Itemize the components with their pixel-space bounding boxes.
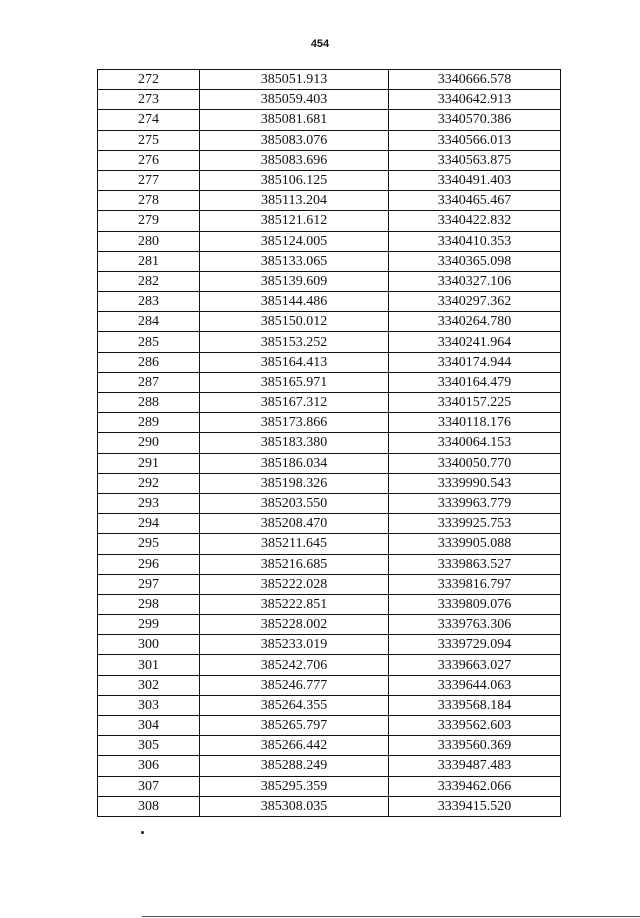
x-coordinate-cell: 385265.797 bbox=[200, 716, 389, 736]
x-coordinate-cell: 385198.326 bbox=[200, 473, 389, 493]
point-number-cell: 293 bbox=[98, 493, 200, 513]
x-coordinate-cell: 385167.312 bbox=[200, 393, 389, 413]
table-row bbox=[98, 170, 561, 190]
table-row bbox=[98, 150, 561, 170]
point-number-cell: 302 bbox=[98, 675, 200, 695]
table-row bbox=[98, 312, 561, 332]
x-coordinate-cell: 385211.645 bbox=[200, 534, 389, 554]
y-coordinate-cell: 3339809.076 bbox=[389, 594, 561, 614]
point-number-cell: 282 bbox=[98, 271, 200, 291]
y-coordinate-cell: 3340642.913 bbox=[389, 90, 561, 110]
point-number-cell: 297 bbox=[98, 574, 200, 594]
y-coordinate-cell: 3340422.832 bbox=[389, 211, 561, 231]
table-row bbox=[98, 574, 561, 594]
table-row bbox=[98, 352, 561, 372]
coordinate-table-body bbox=[98, 70, 561, 817]
y-coordinate-cell: 3340566.013 bbox=[389, 130, 561, 150]
table-row bbox=[98, 433, 561, 453]
x-coordinate-cell: 385133.065 bbox=[200, 251, 389, 271]
y-coordinate-cell: 3339487.483 bbox=[389, 756, 561, 776]
x-coordinate-cell: 385139.609 bbox=[200, 271, 389, 291]
y-coordinate-cell: 3340050.770 bbox=[389, 453, 561, 473]
y-coordinate-cell: 3339863.527 bbox=[389, 554, 561, 574]
x-coordinate-cell: 385242.706 bbox=[200, 655, 389, 675]
point-number-cell: 301 bbox=[98, 655, 200, 675]
x-coordinate-cell: 385144.486 bbox=[200, 292, 389, 312]
point-number-cell: 295 bbox=[98, 534, 200, 554]
x-coordinate-cell: 385246.777 bbox=[200, 675, 389, 695]
x-coordinate-cell: 385203.550 bbox=[200, 493, 389, 513]
point-number-cell: 298 bbox=[98, 594, 200, 614]
point-number-cell: 300 bbox=[98, 635, 200, 655]
x-coordinate-cell: 385113.204 bbox=[200, 191, 389, 211]
table-row bbox=[98, 130, 561, 150]
y-coordinate-cell: 3340491.403 bbox=[389, 170, 561, 190]
y-coordinate-cell: 3340174.944 bbox=[389, 352, 561, 372]
y-coordinate-cell: 3339925.753 bbox=[389, 514, 561, 534]
point-number-cell: 308 bbox=[98, 796, 200, 816]
point-number-cell: 289 bbox=[98, 413, 200, 433]
y-coordinate-cell: 3339729.094 bbox=[389, 635, 561, 655]
table-row bbox=[98, 675, 561, 695]
point-number-cell: 275 bbox=[98, 130, 200, 150]
point-number-cell: 303 bbox=[98, 695, 200, 715]
point-number-cell: 304 bbox=[98, 716, 200, 736]
x-coordinate-cell: 385106.125 bbox=[200, 170, 389, 190]
point-number-cell: 283 bbox=[98, 292, 200, 312]
y-coordinate-cell: 3340365.098 bbox=[389, 251, 561, 271]
point-number-cell: 285 bbox=[98, 332, 200, 352]
table-row bbox=[98, 70, 561, 90]
point-number-cell: 272 bbox=[98, 70, 200, 90]
table-row bbox=[98, 90, 561, 110]
table-row bbox=[98, 292, 561, 312]
point-number-cell: 284 bbox=[98, 312, 200, 332]
point-number-cell: 287 bbox=[98, 372, 200, 392]
y-coordinate-cell: 3339560.369 bbox=[389, 736, 561, 756]
table-row bbox=[98, 655, 561, 675]
point-number-cell: 279 bbox=[98, 211, 200, 231]
point-number-cell: 292 bbox=[98, 473, 200, 493]
x-coordinate-cell: 385186.034 bbox=[200, 453, 389, 473]
point-number-cell: 276 bbox=[98, 150, 200, 170]
point-number-cell: 299 bbox=[98, 615, 200, 635]
x-coordinate-cell: 385308.035 bbox=[200, 796, 389, 816]
x-coordinate-cell: 385083.076 bbox=[200, 130, 389, 150]
table-row bbox=[98, 796, 561, 816]
x-coordinate-cell: 385083.696 bbox=[200, 150, 389, 170]
point-number-cell: 280 bbox=[98, 231, 200, 251]
y-coordinate-cell: 3339963.779 bbox=[389, 493, 561, 513]
table-row bbox=[98, 776, 561, 796]
x-coordinate-cell: 385222.851 bbox=[200, 594, 389, 614]
table-row bbox=[98, 332, 561, 352]
x-coordinate-cell: 385208.470 bbox=[200, 514, 389, 534]
table-row bbox=[98, 716, 561, 736]
y-coordinate-cell: 3339663.027 bbox=[389, 655, 561, 675]
point-number-cell: 290 bbox=[98, 433, 200, 453]
x-coordinate-cell: 385164.413 bbox=[200, 352, 389, 372]
point-number-cell: 286 bbox=[98, 352, 200, 372]
point-number-cell: 277 bbox=[98, 170, 200, 190]
table-row bbox=[98, 514, 561, 534]
y-coordinate-cell: 3339562.603 bbox=[389, 716, 561, 736]
x-coordinate-cell: 385228.002 bbox=[200, 615, 389, 635]
y-coordinate-cell: 3339462.066 bbox=[389, 776, 561, 796]
table-row bbox=[98, 413, 561, 433]
x-coordinate-cell: 385121.612 bbox=[200, 211, 389, 231]
point-number-cell: 274 bbox=[98, 110, 200, 130]
x-coordinate-cell: 385266.442 bbox=[200, 736, 389, 756]
y-coordinate-cell: 3340666.578 bbox=[389, 70, 561, 90]
x-coordinate-cell: 385059.403 bbox=[200, 90, 389, 110]
page-number: 454 bbox=[310, 38, 330, 50]
point-number-cell: 273 bbox=[98, 90, 200, 110]
y-coordinate-cell: 3339816.797 bbox=[389, 574, 561, 594]
point-number-cell: 278 bbox=[98, 191, 200, 211]
table-row bbox=[98, 635, 561, 655]
x-coordinate-cell: 385295.359 bbox=[200, 776, 389, 796]
table-row bbox=[98, 493, 561, 513]
y-coordinate-cell: 3340164.479 bbox=[389, 372, 561, 392]
point-number-cell: 307 bbox=[98, 776, 200, 796]
table-row bbox=[98, 756, 561, 776]
table-row bbox=[98, 695, 561, 715]
y-coordinate-cell: 3339990.543 bbox=[389, 473, 561, 493]
y-coordinate-cell: 3340410.353 bbox=[389, 231, 561, 251]
point-number-cell: 291 bbox=[98, 453, 200, 473]
y-coordinate-cell: 3340118.176 bbox=[389, 413, 561, 433]
table-row bbox=[98, 594, 561, 614]
point-number-cell: 281 bbox=[98, 251, 200, 271]
table-row bbox=[98, 372, 561, 392]
point-number-cell: 306 bbox=[98, 756, 200, 776]
y-coordinate-cell: 3340570.386 bbox=[389, 110, 561, 130]
table-row bbox=[98, 393, 561, 413]
table-row bbox=[98, 110, 561, 130]
y-coordinate-cell: 3339763.306 bbox=[389, 615, 561, 635]
x-coordinate-cell: 385081.681 bbox=[200, 110, 389, 130]
point-number-cell: 288 bbox=[98, 393, 200, 413]
point-number-cell: 305 bbox=[98, 736, 200, 756]
y-coordinate-cell: 3340563.875 bbox=[389, 150, 561, 170]
point-number-cell: 296 bbox=[98, 554, 200, 574]
x-coordinate-cell: 385124.005 bbox=[200, 231, 389, 251]
x-coordinate-cell: 385150.012 bbox=[200, 312, 389, 332]
point-number-cell: 294 bbox=[98, 514, 200, 534]
y-coordinate-cell: 3339905.088 bbox=[389, 534, 561, 554]
table-row bbox=[98, 271, 561, 291]
x-coordinate-cell: 385051.913 bbox=[200, 70, 389, 90]
x-coordinate-cell: 385222.028 bbox=[200, 574, 389, 594]
bottom-rule bbox=[142, 916, 640, 917]
y-coordinate-cell: 3340465.467 bbox=[389, 191, 561, 211]
table-row bbox=[98, 453, 561, 473]
coordinate-table bbox=[97, 69, 561, 817]
y-coordinate-cell: 3340064.153 bbox=[389, 433, 561, 453]
stray-dot bbox=[141, 831, 144, 834]
x-coordinate-cell: 385153.252 bbox=[200, 332, 389, 352]
x-coordinate-cell: 385183.380 bbox=[200, 433, 389, 453]
y-coordinate-cell: 3340327.106 bbox=[389, 271, 561, 291]
y-coordinate-cell: 3339568.184 bbox=[389, 695, 561, 715]
x-coordinate-cell: 385288.249 bbox=[200, 756, 389, 776]
table-row bbox=[98, 615, 561, 635]
table-row bbox=[98, 211, 561, 231]
y-coordinate-cell: 3339644.063 bbox=[389, 675, 561, 695]
table-row bbox=[98, 191, 561, 211]
y-coordinate-cell: 3339415.520 bbox=[389, 796, 561, 816]
x-coordinate-cell: 385233.019 bbox=[200, 635, 389, 655]
table-row bbox=[98, 736, 561, 756]
table-row bbox=[98, 251, 561, 271]
y-coordinate-cell: 3340264.780 bbox=[389, 312, 561, 332]
table-row bbox=[98, 534, 561, 554]
y-coordinate-cell: 3340157.225 bbox=[389, 393, 561, 413]
table-row bbox=[98, 473, 561, 493]
x-coordinate-cell: 385216.685 bbox=[200, 554, 389, 574]
y-coordinate-cell: 3340241.964 bbox=[389, 332, 561, 352]
table-row bbox=[98, 554, 561, 574]
x-coordinate-cell: 385165.971 bbox=[200, 372, 389, 392]
y-coordinate-cell: 3340297.362 bbox=[389, 292, 561, 312]
table-row bbox=[98, 231, 561, 251]
x-coordinate-cell: 385264.355 bbox=[200, 695, 389, 715]
x-coordinate-cell: 385173.866 bbox=[200, 413, 389, 433]
